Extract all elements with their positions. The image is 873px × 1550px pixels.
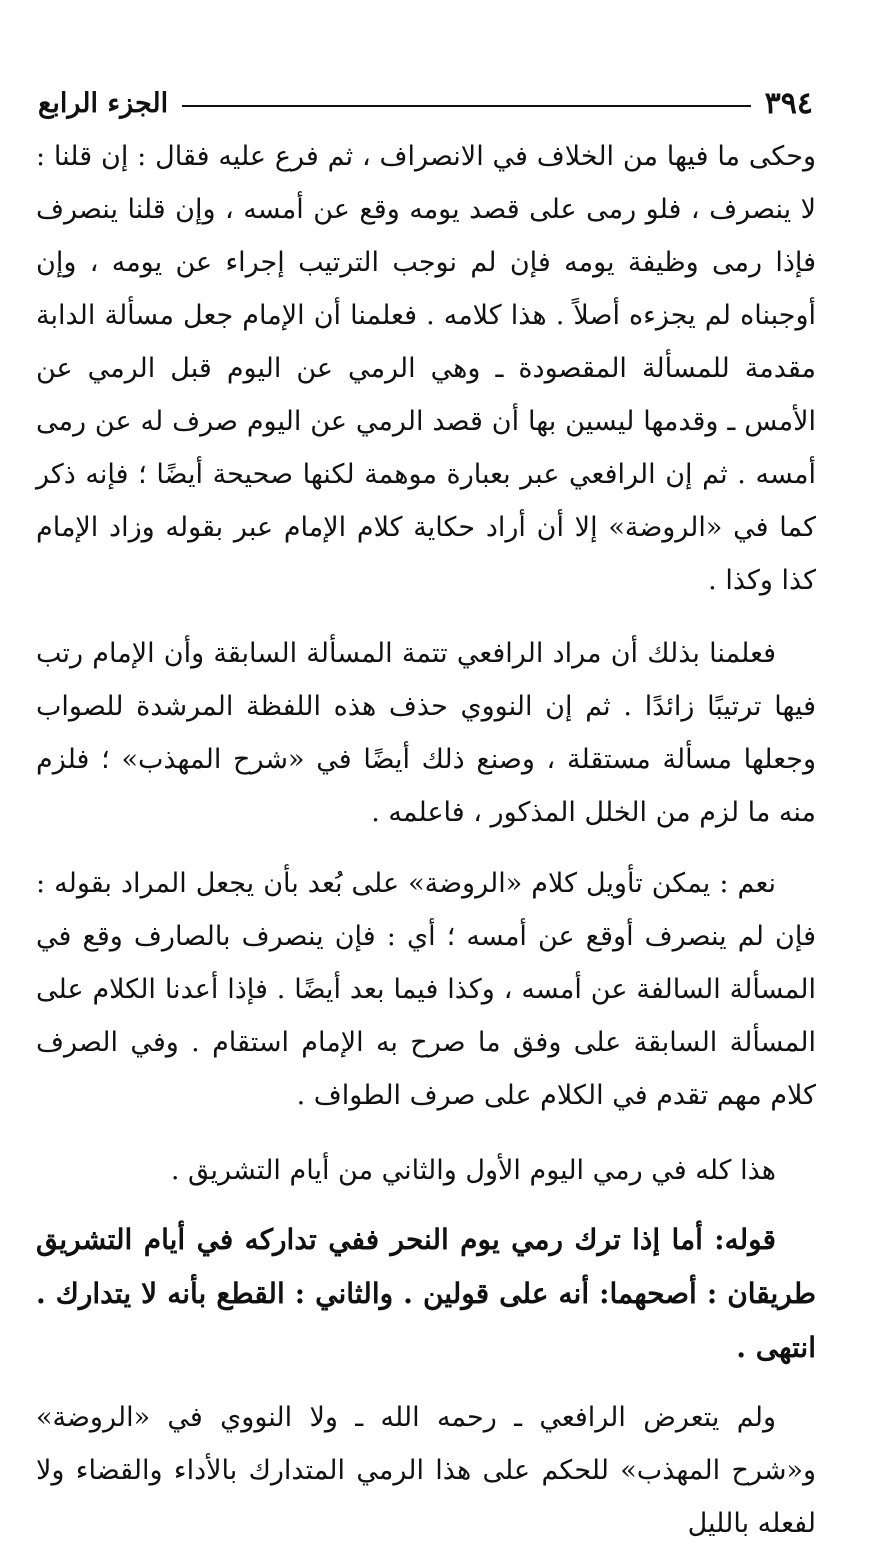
page-number: ٣٩٤ — [764, 85, 813, 121]
page-body — [36, 130, 816, 1550]
paragraph-6: ولم يتعرض الرافعي ـ رحمه الله ـ ولا النووي في «الروضة» و«شرح المهذب» للحكم على هذا الرمي المتدارك بالأداء والقضاء ولا لفعله بالليل — [36, 1402, 816, 1539]
paragraph-3: نعم : يمكن تأويل كلام «الروضة» على بُعد بأن يجعل المراد بقوله : فإن لم ينصرف أوقع عن أمسه ؛ أي : فإن ينصرف بالصارف وقع في المسألة السالفة عن أمسه ، وكذا فيما بعد أيضًا . فإذا أعدنا الكلام على المسألة السابقة على وفق ما صرح به الإمام استقام . وفي الصرف كلام مهم تقدم في الكلام على صرف الطواف . — [36, 868, 816, 1111]
header-rule — [182, 105, 750, 107]
paragraph-2: فعلمنا بذلك أن مراد الرافعي تتمة المسألة السابقة وأن الإمام رتب فيها ترتيبًا زائدًا . ثم إن النووي حذف هذه اللفظة المرشدة للصواب وجعلها مسألة مستقلة ، وصنع ذلك أيضًا في «شرح المهذب» ؛ فلزم منه ما لزم من الخلل المذكور ، فاعلمه . — [36, 638, 816, 828]
paragraph-1: وحكى ما فيها من الخلاف في الانصراف ، ثم فرع عليه فقال : إن قلنا : لا ينصرف ، فلو رمى على قصد يومه وقع عن أمسه ، وإن قلنا ينصرف فإذا رمى وظيفة يومه فإن لم نوجب الترتيب إجراء عن يومه ، وإن أوجبناه لم يجزءه أصلاً . هذا كلامه . فعلمنا أن الإمام جعل مسألة الدابة مقدمة للمسألة المقصودة ـ وهي الرمي عن اليوم قبل الرمي عن الأمس ـ وقدمها ليسين بها أن قصد الرمي عن اليوم صرف له عن رمى أمسه . ثم إن الرافعي عبر بعبارة موهمة لكنها صحيحة أيضًا ؛ فإنه ذكر كما في «الروضة» إلا أن أراد حكاية كلام الإمام عبر بقوله وزاد الإمام كذا وكذا . — [36, 141, 816, 596]
running-title: الجزء الرابع — [38, 87, 169, 119]
paragraph-quote-heading: قوله: أما إذا ترك رمي يوم النحر ففي تداركه في أيام التشريق طريقان : أصحهما: أنه على قولين . والثاني : القطع بأنه لا يتدارك . انتهى . — [36, 1223, 817, 1364]
paragraph-4: هذا كله في رمي اليوم الأول والثاني من أيام التشريق . — [170, 1155, 776, 1186]
page-header — [38, 78, 813, 128]
